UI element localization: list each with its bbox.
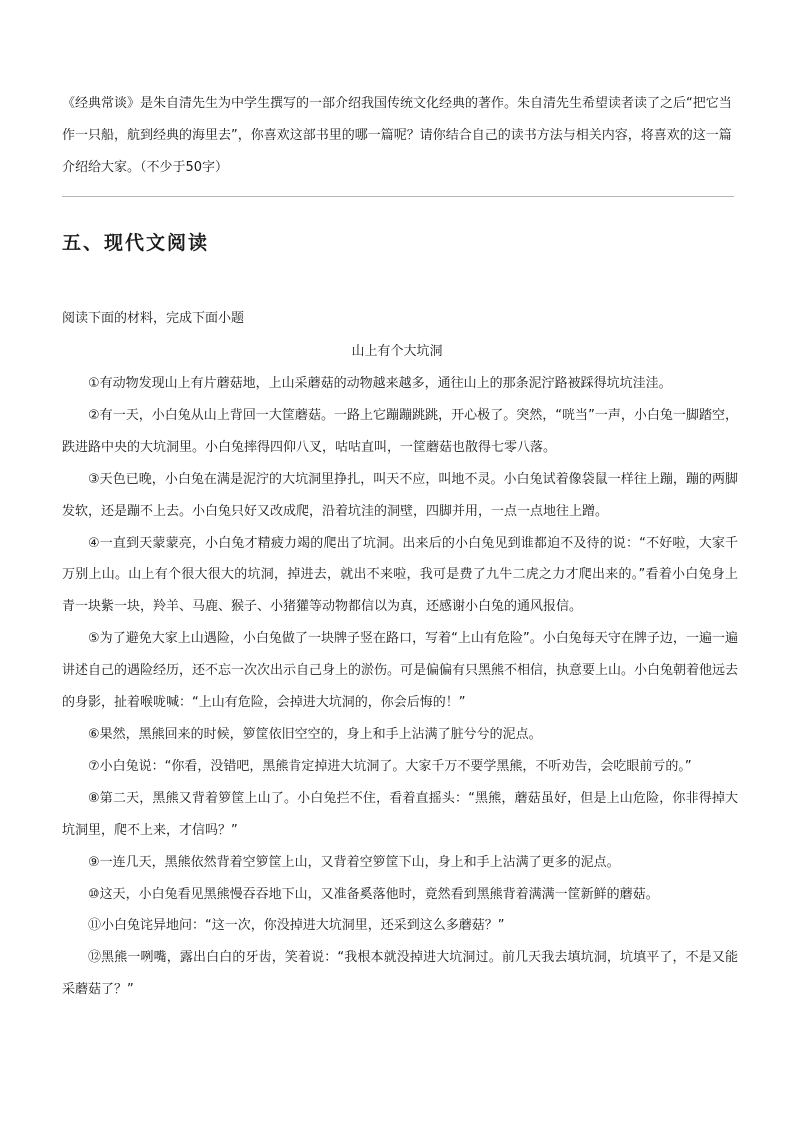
reading-instruction: 阅读下面的材料，完成下面小题 — [62, 311, 245, 326]
story-paragraph-6: ⑥果然，黑熊回来的时候，箩筐依旧空空的，身上和手上沾满了脏兮兮的泥点。 — [88, 726, 542, 742]
story-paragraph-7: ⑦小白兔说：“你看，没错吧，黑熊肯定掉进大坑洞了。大家千万不要学黑熊，不听劝告，会吃眼前亏的。” — [88, 758, 692, 774]
story-paragraph-10: ⑩这天，小白兔看见黑熊慢吞吞地下山，又准备奚落他时，竟然看到黑熊背着满满一筐新鲜的蘑菇。 — [88, 886, 659, 902]
story-paragraph-9: ⑨一连几天，黑熊依然背着空箩筐上山，又背着空箩筐下山，身上和手上沾满了更多的泥点。 — [88, 854, 620, 870]
writing-prompt: 《经典常谈》是朱自清先生为中学生撰写的一部介绍我国传统文化经典的著作。朱自清先生希望读者读了之后“把它当作一只船，航到经典的海里去”，你喜欢这部书里的哪一篇呢？请你结合自己的读书方法与相关内容，将喜欢的这一篇介绍给大家。（不少于50字） — [62, 96, 732, 175]
story-paragraph-1: ①有动物发现山上有片蘑菇地，上山采蘑菇的动物越来越多，通往山上的那条泥泞路被踩得坑坑洼洼。 — [88, 376, 672, 391]
story-paragraph-11: ⑪小白兔诧异地问：“这一次，你没掉进大坑洞里，还采到这么多蘑菇？” — [88, 918, 505, 934]
story-paragraph-8: ⑧第二天，黑熊又背着箩筐上山了。小白兔拦不住，看着直摇头：“黑熊，蘑菇虽好，但是上山危险，你非得掉大坑洞里，爬不上来，才信吗？” — [62, 790, 738, 838]
story-body — [62, 368, 738, 1006]
story-title: 山上有个大坑洞 — [351, 344, 443, 359]
section-divider — [62, 196, 734, 197]
section-title: 五、现代文阅读 — [62, 232, 210, 254]
story-paragraph-5: ⑤为了避免大家上山遇险，小白兔做了一块牌子竖在路口，写着“上山有危险”。小白兔每天守在牌子边，一遍一遍讲述自己的遇险经历，还不忘一次次出示自己身上的淤伤。可是偏偏有只黑熊不相信，执意要上山。小白兔朝着他远去的身影，扯着喉咙喊：“上山有危险，会掉进大坑洞的，你会后悔的！” — [62, 631, 739, 711]
story-paragraph-12: ⑫黑熊一咧嘴，露出白白的牙齿，笑着说：“我根本就没掉进大坑洞过。前几天我去填坑洞，坑填平了，不是又能采蘑菇了？” — [62, 950, 738, 998]
story-paragraph-4: ④一直到天蒙蒙亮，小白兔才精疲力竭的爬出了坑洞。出来后的小白兔见到谁都迫不及待的说：“不好啦，大家千万别上山。山上有个很大很大的坑洞，掉进去，就出不来啦，我可是费了九牛二虎之力才爬出来的。”看着小白兔身上青一块紫一块，羚羊、马鹿、猴子、小猪獾等动物都信以为真，还感谢小白兔的通风报信。 — [62, 535, 738, 615]
story-paragraph-3: ③天色已晚，小白兔在满是泥泞的大坑洞里挣扎，叫天不应，叫地不灵。小白兔试着像袋鼠一样往上蹦，蹦的两脚发软，还是蹦不上去。小白兔只好又改成爬，沿着坑洼的洞壁，四脚并用，一点一点地往上蹭。 — [62, 471, 738, 519]
story-paragraph-2: ②有一天，小白兔从山上背回一大筐蘑菇。一路上它蹦蹦跳跳，开心极了。突然，“咣当”一声，小白兔一脚踏空，跌进路中央的大坑洞里。小白兔摔得四仰八叉，咕咕直叫，一筐蘑菇也散得七零八落。 — [62, 407, 738, 455]
